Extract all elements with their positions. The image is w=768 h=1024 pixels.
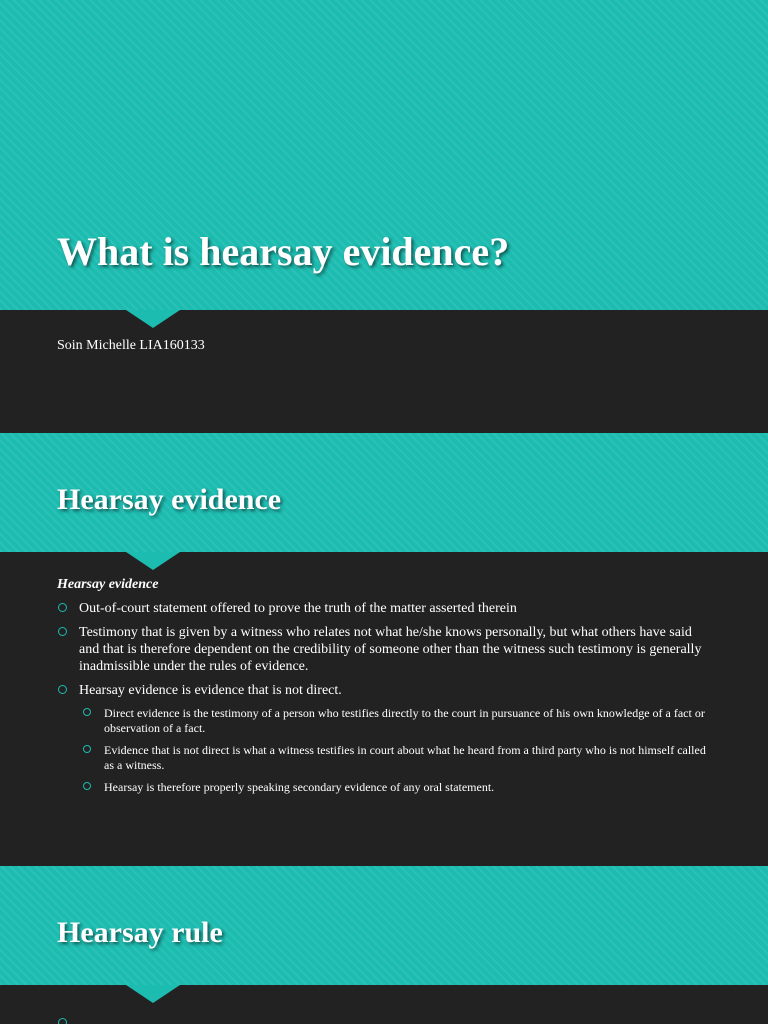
slide-hearsay-rule: [0, 866, 768, 1024]
circle-bullet-icon: [58, 1018, 67, 1024]
circle-bullet-icon: [83, 782, 91, 790]
circle-bullet-icon: [83, 745, 91, 753]
slide-title: [0, 0, 768, 433]
slide-title-body: [0, 310, 768, 433]
sub-bullet-list: [79, 706, 712, 795]
circle-bullet-icon: [58, 603, 67, 612]
slide-content: [57, 577, 712, 802]
presenter-name: Soin Michelle LIA160133: [57, 338, 205, 353]
content-heading: Hearsay evidence: [57, 577, 159, 592]
list-item: Out-of-court statement offered to prove the truth of the matter asserted therein: [57, 600, 712, 617]
slide-title-heading: What is hearsay evidence?: [57, 229, 510, 274]
slide-hearsay-rule-heading: Hearsay rule: [57, 916, 223, 949]
slide-hearsay-evidence-heading: Hearsay evidence: [57, 483, 282, 516]
banner-notch: [126, 985, 180, 1003]
sub-list-item: Direct evidence is the testimony of a person who testifies directly to the court in pursuance of his own knowledge of a fact or observation of a fact.: [82, 706, 712, 736]
list-item: Testimony that is given by a witness who relates not what he/she knows personally, but what others have said and that is therefore dependent on the credibility of someone other than the witness such testimony is generally inadmissible under the rules of evidence.: [57, 624, 712, 675]
banner-notch: [126, 310, 180, 328]
bullet-list: [57, 600, 712, 795]
banner-notch: [126, 552, 180, 570]
sub-list-item: Hearsay is therefore properly speaking secondary evidence of any oral statement.: [82, 780, 712, 795]
list-item: Hearsay evidence is evidence that is not direct. Direct evidence is the testimony of a person who testifies directly to the court in pursuance of his own knowledge of a fact or observation of a fact. Evidence that is not direct is what a witness testifies in court about what he heard from a third party who is not himself called as a witness. Hearsay is therefore properly speaking secondary evidence of any oral statement.: [57, 682, 712, 795]
slide-hearsay-rule-body: [0, 985, 768, 1024]
slide-hearsay-evidence: [0, 433, 768, 866]
circle-bullet-icon: [58, 685, 67, 694]
circle-bullet-icon: [83, 708, 91, 716]
circle-bullet-icon: [58, 627, 67, 636]
sub-list-item: Evidence that is not direct is what a witness testifies in court about what he heard from a third party who is not himself called as a witness.: [82, 743, 712, 773]
